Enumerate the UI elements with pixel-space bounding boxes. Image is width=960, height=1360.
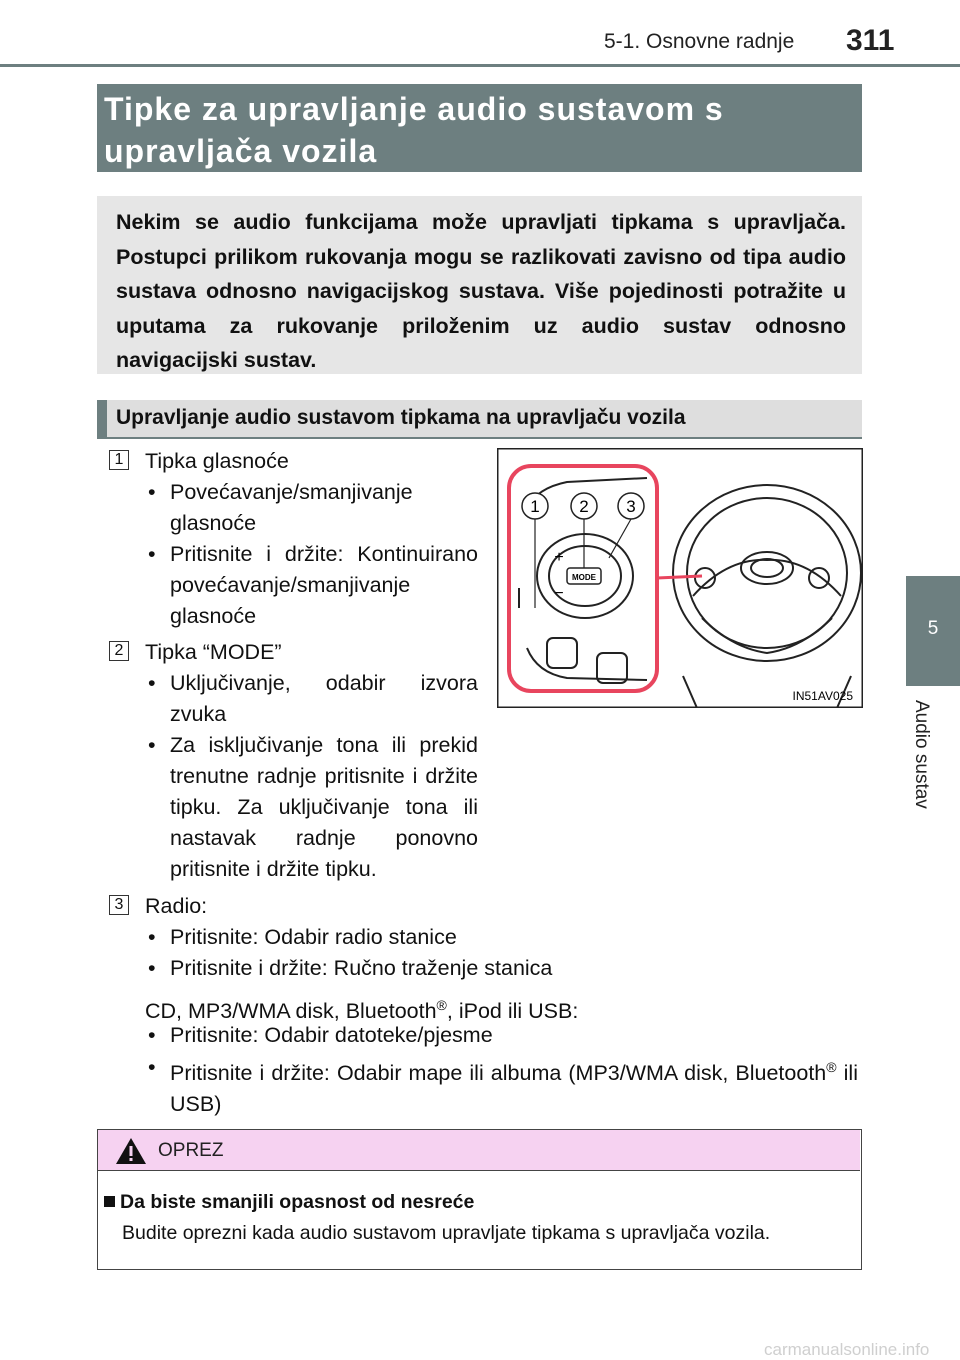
mode-button-label: MODE [572, 573, 596, 582]
callout-2: 2 [579, 497, 589, 516]
chapter-label: Audio sustav [911, 700, 932, 809]
figure-code: IN51AV025 [792, 689, 853, 703]
item-1-bullet-1: • Povećavanje/smanjivanje glasnoće [170, 477, 478, 539]
caution-bullet-square [104, 1196, 115, 1207]
item-3-bullet-1: • Pritisnite: Odabir radio stanice [170, 922, 860, 953]
watermark: carmanualsonline.info [764, 1340, 930, 1359]
item-2-label: Tipka “MODE” [145, 640, 282, 664]
warning-icon [114, 1136, 148, 1166]
item-1-label: Tipka glasnoće [145, 449, 289, 473]
callout-3: 3 [626, 497, 636, 516]
bullet-dot: • [148, 542, 156, 566]
bullet-dot: • [148, 925, 156, 949]
caution-label: OPREZ [158, 1140, 224, 1161]
bullet-dot: • [148, 480, 156, 504]
item-3-bullet-4: • Pritisnite i držite: Odabir mape ili albuma (MP3/WMA disk, Bluetooth® ili USB) [170, 1052, 858, 1120]
header-section-title: 5-1. Osnovne radnje [604, 30, 795, 53]
figure-illustration [497, 448, 863, 708]
item-3-label-2: CD, MP3/WMA disk, Bluetooth®, iPod ili USB: [145, 997, 579, 1024]
bullet-dot: • [148, 1023, 156, 1047]
item-marker-1: 1 [109, 450, 129, 470]
item-2-bullet-1: • Uključivanje, odabir izvora zvuka [170, 668, 478, 730]
header-rule [0, 64, 960, 67]
chapter-number: 5 [927, 618, 939, 639]
bullet-dot: • [148, 733, 156, 757]
item-3-bullet-3: • Pritisnite: Odabir datoteke/pjesme [170, 1020, 860, 1051]
caution-title: Da biste smanjili opasnost od nesreće [120, 1191, 475, 1213]
bullet-dot: • [148, 671, 156, 695]
steering-wheel-figure [497, 448, 863, 708]
plus-label: + [554, 549, 564, 566]
page-number: 311 [846, 24, 895, 57]
subheading: Upravljanje audio sustavom tipkama na upravljaču vozila [116, 406, 686, 429]
minus-label: − [554, 585, 564, 602]
bullet-dot: • [148, 956, 156, 980]
page-title: Tipke za upravljanje audio sustavom s upravljača vozila [104, 91, 724, 169]
item-3-label: Radio: [145, 894, 208, 918]
item-marker-2: 2 [109, 641, 129, 661]
item-1-bullet-2: • Pritisnite i držite: Kontinuirano povećavanje/smanjivanje glasnoće [170, 539, 478, 632]
subheading-rule [97, 437, 862, 439]
item-3-bullet-2: • Pritisnite i držite: Ručno traženje stanica [170, 953, 860, 984]
caution-body: Budite oprezni kada audio sustavom upravljate tipkama s upravljača vozila. [122, 1222, 771, 1244]
intro-text: Nekim se audio funkcijama može upravljati tipkama s upravljača. Postupci prilikom rukovanja mogu se razlikovati zavisno od tipa audio sustava odnosno navigacijskog sustava. Više pojedinosti potražite u uputama za rukovanje priloženim uz audio sustav odnosno navigacijski sustav. [116, 210, 846, 372]
item-marker-3: 3 [109, 895, 129, 915]
bullet-dot: • [148, 1055, 156, 1079]
callout-1: 1 [530, 497, 540, 516]
item-2-bullet-2: • Za isključivanje tona ili prekid trenutne radnje pritisnite i držite tipku. Za uključivanje tona ili nastavak radnje ponovno pritisnite i držite tipku. [170, 730, 478, 885]
